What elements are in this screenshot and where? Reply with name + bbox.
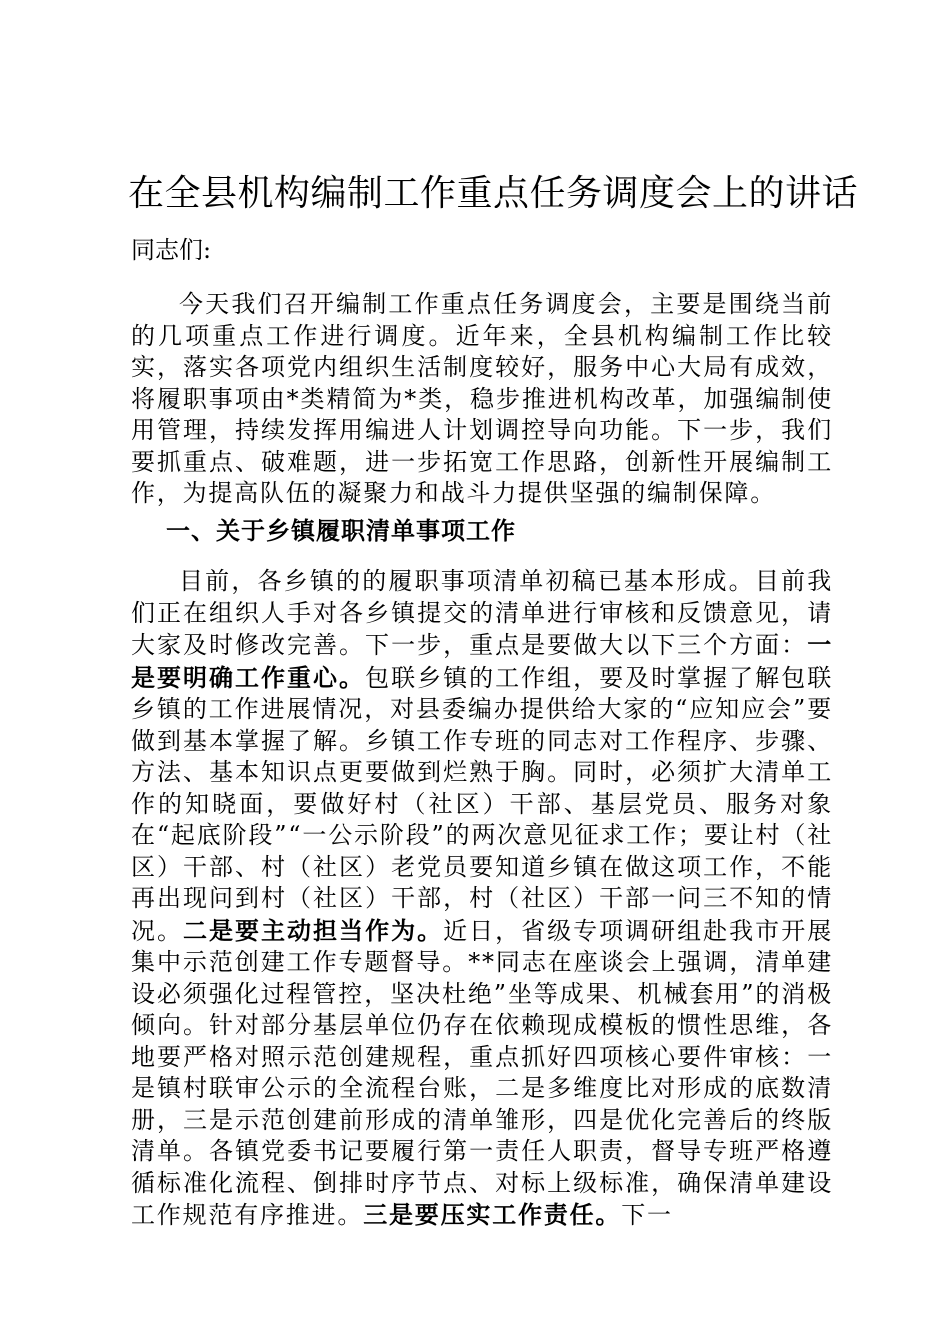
intro-paragraph: 今天我们召开编制工作重点任务调度会，主要是围绕当前的几项重点工作进行调度。近年来，全县机构编制工作比较实，落实各项党内组织生活制度较好，服务中心大局有成效，将履职事项由*类精简为*类，稳步推进机构改革，加强编制使用管理，持续发挥用编进人计划调控导向功能。下一步，我们要抓重点、破难题，进一步拓宽工作思路，创新性开展编制工作，为提高队伍的凝聚力和战斗力提供坚强的编制保障。 <box>131 290 833 507</box>
paragraph-text: 近日，省级专项调研组赴我市开展集中示范创建工作专题督导。**同志在座谈会上强调，清单建设必须强化过程管控，坚决杜绝”坐等成果、机械套用”的消极倾向。针对部分基层单位仍存在依赖现成模板的惯性思维，各地要严格对照示范创建规程，重点抓好四项核心要件审核：一是镇村联审公示的全流程台账，二是多维度比对形成的底数清册，三是示范创建前形成的清单雏形，四是优化完善后的终版清单。各镇党委书记要履行第一责任人职责，督导专班严格遵循标准化流程、倒排时序节点、对标上级标准，确保清单建设工作规范有序推进。 <box>131 916 833 1229</box>
document-title: 在全县机构编制工作重点任务调度会上的讲话 <box>128 173 859 214</box>
key-point-1: 一是要明确工作重心。 <box>131 630 833 692</box>
section-paragraph <box>131 566 833 1232</box>
paragraph-text: 包联乡镇的工作组，要及时掌握了解包联乡镇的工作进展情况，对县委编办提供给大家的“应知应会”要做到基本掌握了解。乡镇工作专班的同志对工作程序、步骤、方法、基本知识点更要做到烂熟于胸。同时，必须扩大清单工作的知晓面，要做好村（社区）干部、基层党员、服务对象在“起底阶段”“一公示阶段”的两次意见征求工作；要让村（社区）干部、村（社区）老党员要知道乡镇在做这项工作，不能再出现问到村（社区）干部，村（社区）干部一问三不知的情况。 <box>131 663 834 945</box>
salutation: 同志们: <box>131 236 212 264</box>
paragraph-text: 下一 <box>621 1201 673 1229</box>
section-heading: 一、关于乡镇履职清单事项工作 <box>166 516 516 545</box>
key-point-3: 三是要压实工作责任。 <box>363 1200 622 1229</box>
paragraph-text: 目前，各乡镇的的履职事项清单初稿已基本形成。目前我们正在组织人手对各乡镇提交的清单进行审核和反馈意见，请大家及时修改完善。下一步，重点是要做大以下三个方面： <box>131 567 833 659</box>
key-point-2: 二是要主动担当作为。 <box>183 915 444 945</box>
